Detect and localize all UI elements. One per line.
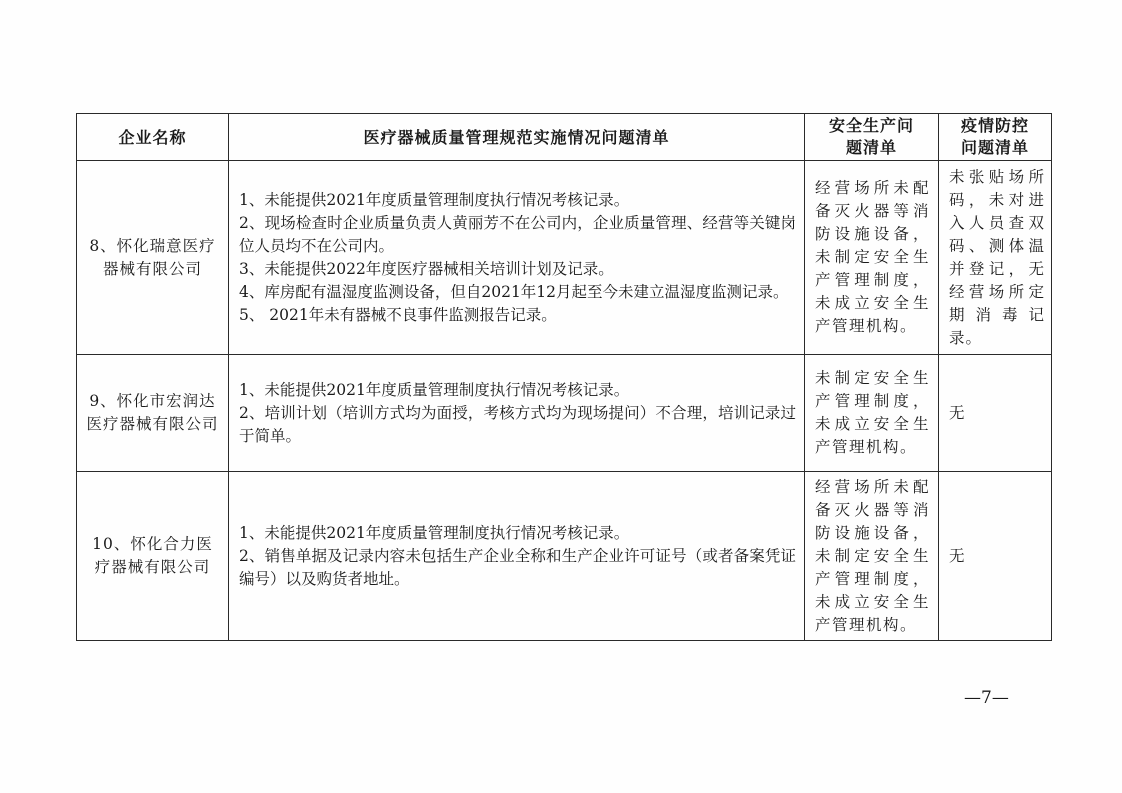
issue-item: 2、销售单据及记录内容未包括生产企业全称和生产企业许可证号（或者备案凭证编号）以及购货者地址。 <box>239 546 796 588</box>
epidemic-issues-cell <box>939 161 1052 355</box>
safety-issues-text: 未制定安全生产管理制度，未成立安全生产管理机构。 <box>815 369 930 456</box>
header-company-name: 企业名称 <box>77 114 229 161</box>
page-number: —7— <box>964 688 1009 708</box>
company-name-cell: 10、怀化合力医疗器械有限公司 <box>77 472 229 641</box>
safety-issues-cell <box>805 161 939 355</box>
quality-issues-cell <box>229 472 805 641</box>
safety-issues-text: 经营场所未配备灭火器等消防设施设备，未制定安全生产管理制度，未成立安全生产管理机构。 <box>815 179 930 335</box>
document-table-container <box>76 113 1052 641</box>
company-name-cell: 9、怀化市宏润达医疗器械有限公司 <box>77 355 229 472</box>
issue-item: 1、未能提供2021年度质量管理制度执行情况考核记录。 <box>239 190 630 209</box>
epidemic-issues-text: 无 <box>949 403 966 422</box>
quality-issues-cell <box>229 355 805 472</box>
table-header <box>77 114 1052 161</box>
epidemic-issues-text: 未张贴场所码，未对进入人员查双码、测体温并登记，无经营场所定期消毒记录。 <box>949 167 1045 347</box>
issue-item: 2、现场检查时企业质量负责人黄丽芳不在公司内，企业质量管理、经营等关键岗位人员均不在公司内。 <box>239 213 796 255</box>
issue-item: 5、 2021年未有器械不良事件监测报告记录。 <box>239 305 557 324</box>
inspection-issues-table <box>76 113 1052 641</box>
table-row <box>77 161 1052 355</box>
header-safety-issues: 安全生产问题清单 <box>805 114 939 161</box>
table-body <box>77 161 1052 641</box>
issue-item: 2、培训计划（培训方式均为面授，考核方式均为现场提问）不合理，培训记录过于简单。 <box>239 403 796 445</box>
quality-issues-cell <box>229 161 805 355</box>
header-row <box>77 114 1052 161</box>
table-row <box>77 472 1052 641</box>
issue-item: 1、未能提供2021年度质量管理制度执行情况考核记录。 <box>239 380 630 399</box>
safety-issues-cell <box>805 355 939 472</box>
safety-issues-cell <box>805 472 939 641</box>
issue-item: 3、未能提供2022年度医疗器械相关培训计划及记录。 <box>239 259 614 278</box>
header-quality-issues: 医疗器械质量管理规范实施情况问题清单 <box>229 114 805 161</box>
issue-item: 1、未能提供2021年度质量管理制度执行情况考核记录。 <box>239 523 630 542</box>
epidemic-issues-cell <box>939 472 1052 641</box>
safety-issues-text: 经营场所未配备灭火器等消防设施设备，未制定安全生产管理制度，未成立安全生产管理机构。 <box>815 477 930 634</box>
issue-item: 4、库房配有温湿度监测设备，但自2021年12月起至今未建立温湿度监测记录。 <box>239 282 789 301</box>
table-row <box>77 355 1052 472</box>
epidemic-issues-cell <box>939 355 1052 472</box>
header-epidemic-issues: 疫情防控问题清单 <box>939 114 1052 161</box>
company-name-cell: 8、怀化瑞意医疗器械有限公司 <box>77 161 229 355</box>
epidemic-issues-text: 无 <box>949 546 966 565</box>
